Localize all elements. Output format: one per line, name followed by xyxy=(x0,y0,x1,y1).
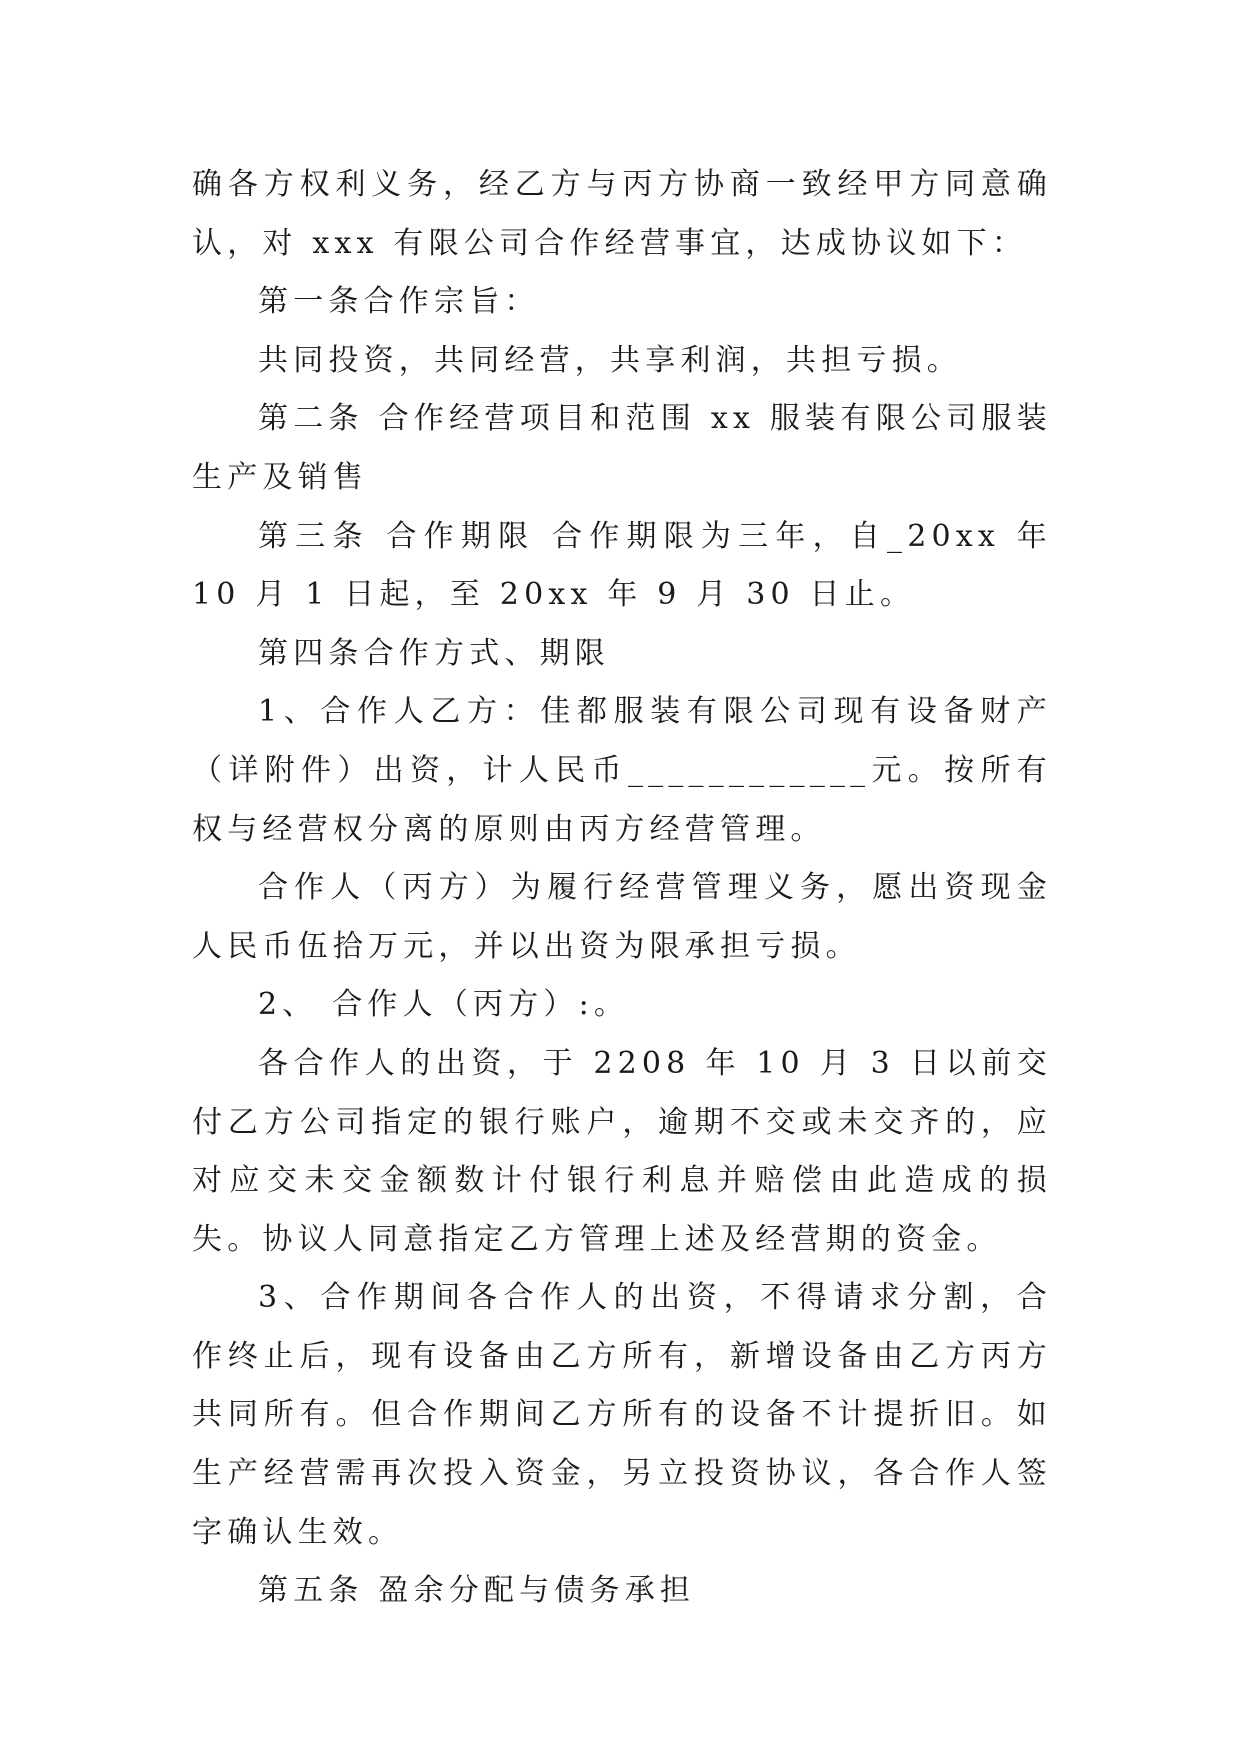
paragraph-article-4-item-3: 3、合作期间各合作人的出资，不得请求分割，合作终止后，现有设备由乙方所有，新增设备由乙方丙方共同所有。但合作期间乙方所有的设备不计提折旧。如生产经营需再次投入资金，另立投资协议，各合作人签字确认生效。 xyxy=(192,1280,1052,1550)
paragraph-article-5-heading: 第五条 盈余分配与债务承担 xyxy=(258,1573,696,1609)
paragraph-article-4-item-2: 2、 合作人（丙方）:。 xyxy=(258,987,630,1023)
paragraph-article-4-heading: 第四条合作方式、期限 xyxy=(258,635,610,671)
paragraph-article-3: 第三条 合作期限 合作期限为三年，自_20xx 年 10 月 1 日起，至 20xx 年 9 月 30 日止。 xyxy=(192,518,1052,613)
paragraph-article-2: 第二条 合作经营项目和范围 xx 服装有限公司服装生产及销售 xyxy=(192,401,1052,495)
paragraph-intro: 确各方权利义务，经乙方与丙方协商一致经甲方同意确认，对 xxx 有限公司合作经营事宜，达成协议如下： xyxy=(192,167,1052,261)
paragraph-article-1-body: 共同投资，共同经营，共享利润，共担亏损。 xyxy=(258,342,962,378)
paragraph-article-4-contribution: 各合作人的出资，于 2208 年 10 月 3 日以前交付乙方公司指定的银行账户，逾期不交或未交齐的，应对应交未交金额数计付银行利息并赔偿由此造成的损失。协议人同意指定乙方管理上述及经营期的资金。 xyxy=(192,1045,1052,1257)
paragraph-article-4-partner-c: 合作人（丙方）为履行经营管理义务，愿出资现金人民币伍拾万元，并以出资为限承担亏损。 xyxy=(192,870,1052,964)
document-body xyxy=(192,156,1052,1621)
paragraph-article-1-heading: 第一条合作宗旨： xyxy=(258,284,540,320)
paragraph-article-4-item-1: 1、合作人乙方：佳都服装有限公司现有设备财产（详附件）出资，计人民币____________元。按所有权与经营权分离的原则由丙方经营管理。 xyxy=(192,694,1052,847)
